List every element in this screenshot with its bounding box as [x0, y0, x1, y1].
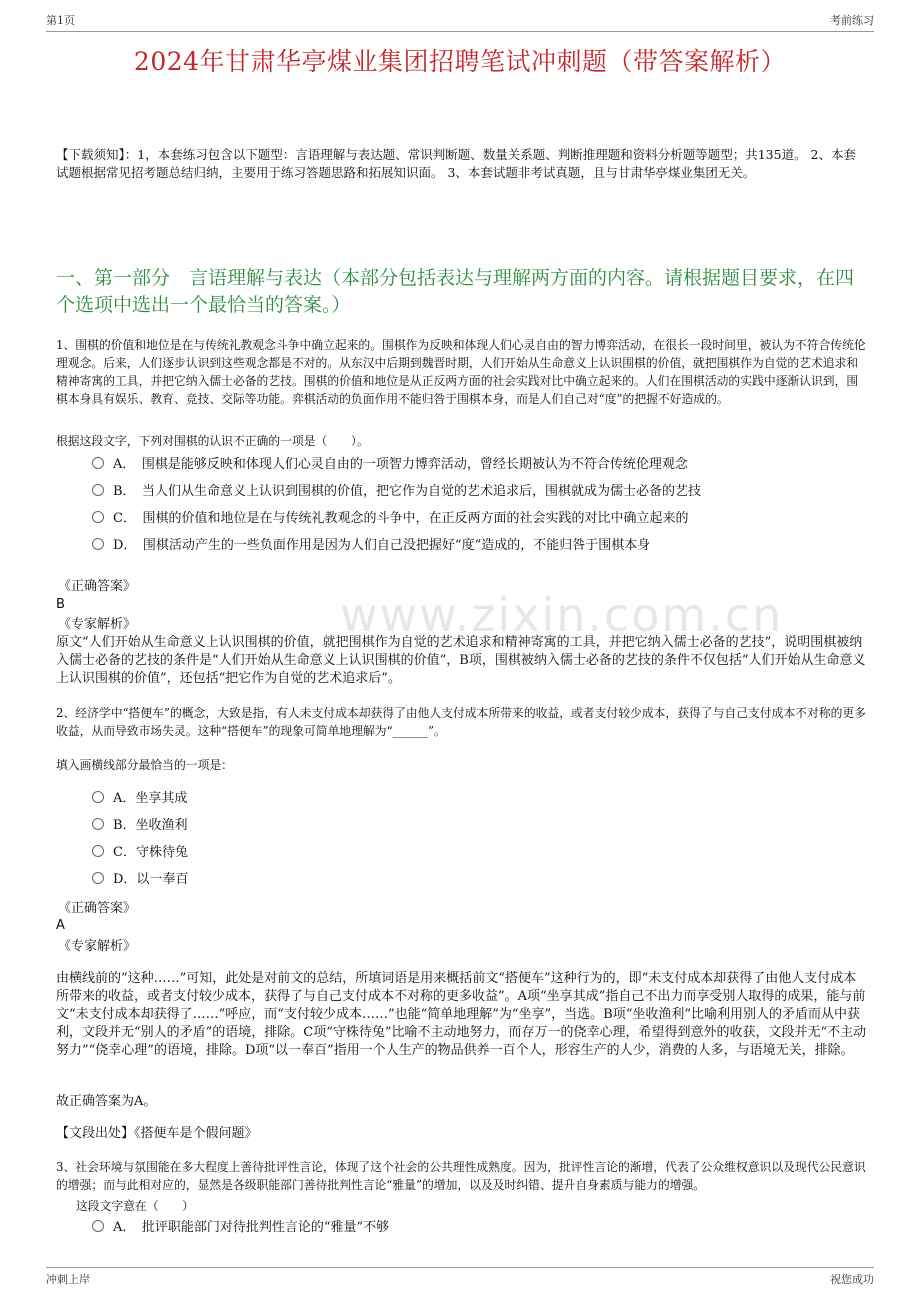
option-label: B．坐收渔利: [113, 818, 188, 833]
question-2-source: 【文段出处】《搭便车是个假问题》: [56, 1126, 258, 1141]
q1-option-d[interactable]: [92, 537, 650, 555]
q1-option-a[interactable]: [92, 456, 688, 474]
correct-answer-label: 《正确答案》: [58, 901, 137, 916]
question-1-text: 1、围棋的价值和地位是在与传统礼教观念斗争中确立起来的。围棋作为反映和体现人们心灵自由的智力博弈活动，在很长一段时间里，被认为不符合传统伦理观念。后来，人们逐步认识到这些观念都是不对的。从东汉中后期到魏晋时期，人们开始从生命意义上认识围棋的价值，就把围棋作为自觉的艺术追求和精神寄寓的工具，并把它纳入儒士必备的艺技。围棋的价值和地位是从正反两方面的社会实践对比中确立起来的。人们在围棋活动的实践中逐渐认识到，围棋本身具有娱乐、教育、竞技、交际等功能。弈棋活动的负面作用不能归咎于围棋本身，而是人们自己对“度”的把握不好造成的。: [56, 338, 866, 406]
radio-icon[interactable]: [92, 457, 104, 469]
header-divider: [46, 31, 874, 32]
radio-icon[interactable]: [92, 818, 104, 830]
radio-icon[interactable]: [92, 791, 104, 803]
question-2-analysis: 由横线前的“这种……”可知，此处是对前文的总结，所填词语是用来概括前文“搭便车”这种行为的，即“未支付成本却获得了由他人支付成本所带来的收益，或者支付较少成本，获得了与自己支付成本不对称的更多收益”。A项“坐享其成”指自己不出力而享受别人取得的成果，能与前文“未支付成本却获得了……”呼应，而“支付较少成本……”也能“简单地理解”为“坐享”，当选。B项“坐收渔利”比喻利用别人的矛盾而从中获利，文段并无“别人的矛盾”的语境，排除。C项“守株待兔”比喻不主动地努力，而存万一的侥幸心理，希望得到意外的收获，文段并无“不主动努力”“侥幸心理”的语境，排除。D项“以一奉百”指用一个人生产的物品供养一百个人，形容生产的人少，消费的人多，与语境无关，排除。: [56, 971, 867, 1058]
question-3-prompt: 这段文字意在（ ）: [76, 1199, 194, 1213]
option-label: C． 围棋的价值和地位是在与传统礼教观念的斗争中，在正反两方面的社会实践的对比中确立起来的: [113, 511, 689, 526]
option-label: D．以一奉百: [113, 872, 189, 887]
correct-answer-label: 《正确答案》: [58, 579, 137, 594]
q1-option-c[interactable]: [92, 510, 688, 528]
question-2-text: 2、经济学中“搭便车”的概念，大致是指，有人未支付成本却获得了由他人支付成本所带来的收益，或者支付较少成本，获得了与自己支付成本不对称的更多收益，从而导致市场失灵。这种“搭便车”的现象可简单地理解为“______”。: [56, 706, 866, 738]
download-notice: 【下载须知】：1，本套练习包含以下题型：言语理解与表达题、常识判断题、数量关系题、判断推理题和资料分析题等题型；共135道。 2、本套试题根据常见招考题总结归纳，主要用于练习答题思路和拓展知识面。 3、本套试题非考试真题，且与甘肃华亭煤业集团无关。: [56, 147, 856, 180]
option-label: C．守株待兔: [113, 845, 188, 860]
document-title: 2024年甘肃华亭煤业集团招聘笔试冲刺题（带答案解析）: [133, 47, 787, 76]
page-header: [46, 12, 874, 30]
radio-icon[interactable]: [92, 538, 104, 550]
radio-icon[interactable]: [92, 511, 104, 523]
question-3-text: 3、社会环境与氛围能在多大程度上善待批评性言论，体现了这个社会的公共理性成熟度。因为，批评性言论的渐增，代表了公众维权意识以及现代公民意识的增强；而与此相对应的，显然是各级职能部门善待批判性言论“雅量”的增加，以及及时纠错、提升自身素质与能力的增强。: [56, 1160, 866, 1192]
radio-icon[interactable]: [92, 1220, 104, 1232]
watermark: www.zixin.com.cn: [340, 588, 784, 642]
option-label: A．坐享其成: [113, 791, 188, 806]
q2-option-d[interactable]: [92, 871, 188, 889]
radio-icon[interactable]: [92, 872, 104, 884]
q2-option-c[interactable]: [92, 844, 188, 862]
question-2-prompt: 填入画横线部分最恰当的一项是：: [56, 758, 233, 772]
correct-answer-value: B: [56, 597, 65, 612]
option-label: A． 批评职能部门对待批判性言论的“雅量”不够: [113, 1220, 390, 1235]
radio-icon[interactable]: [92, 484, 104, 496]
question-1-prompt: 根据这段文字，下列对围棋的认识不正确的一项是（ ）。: [56, 434, 369, 448]
option-label: A． 围棋是能够反映和体现人们心灵自由的一项智力博弈活动，曾经长期被认为不符合传统伦理观念: [113, 457, 688, 472]
q3-option-a[interactable]: [92, 1219, 389, 1237]
footer-left: 冲刺上岸: [46, 1273, 90, 1286]
analysis-label: 《专家解析》: [58, 617, 137, 632]
page-number: 第1页: [46, 14, 75, 27]
q2-option-a[interactable]: [92, 790, 187, 808]
q1-option-b[interactable]: [92, 483, 701, 501]
radio-icon[interactable]: [92, 845, 104, 857]
footer-divider: [46, 1267, 874, 1268]
question-2-conclusion: 故正确答案为A。: [56, 1094, 157, 1109]
header-tag: 考前练习: [830, 14, 874, 27]
option-label: B． 当人们从生命意义上认识到围棋的价值，把它作为自觉的艺术追求后，围棋就成为儒士必备的艺技: [113, 484, 702, 499]
correct-answer-value: A: [56, 918, 65, 933]
option-label: D． 围棋活动产生的一些负面作用是因为人们自己没把握好“度”造成的，不能归咎于围棋本身: [113, 538, 651, 553]
section-heading: 一、第一部分 言语理解与表达（本部分包括表达与理解两方面的内容。请根据题目要求，在四个选项中选出一个最恰当的答案。）: [56, 267, 855, 316]
question-1-analysis: 原文“人们开始从生命意义上认识围棋的价值，就把围棋作为自觉的艺术追求和精神寄寓的工具，并把它纳入儒士必备的艺技”，说明围棋被纳入儒士必备的艺技的条件是“人们开始从生命意义上认识围棋的价值”，B项，围棋被纳入儒士必备的艺技的条件不仅包括“人们开始从生命意义上认识围棋的价值”，还包括“把它作为自觉的艺术追求后”。: [56, 635, 866, 686]
q2-option-b[interactable]: [92, 817, 188, 835]
analysis-label: 《专家解析》: [58, 939, 137, 954]
footer-right: 祝您成功: [830, 1273, 874, 1286]
